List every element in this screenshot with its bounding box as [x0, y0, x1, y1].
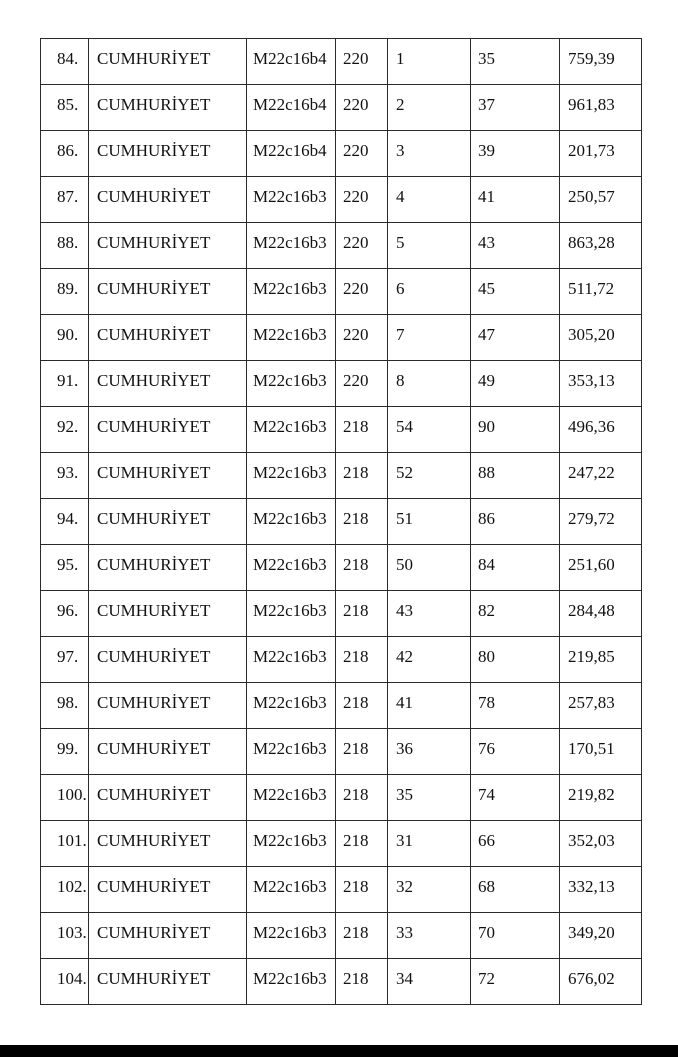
new-parcel-cell: 43 — [471, 223, 560, 269]
area-cell: 759,39 — [560, 39, 642, 85]
neighborhood-cell: CUMHURİYET — [89, 85, 247, 131]
new-parcel-cell: 72 — [471, 959, 560, 1005]
row-number-cell: 84. — [41, 39, 89, 85]
new-parcel-cell: 74 — [471, 775, 560, 821]
map-sheet-cell: M22c16b4 — [247, 85, 336, 131]
map-sheet-cell: M22c16b3 — [247, 775, 336, 821]
map-sheet-cell: M22c16b3 — [247, 499, 336, 545]
table-row — [41, 959, 642, 1005]
area-cell: 201,73 — [560, 131, 642, 177]
new-parcel-cell: 78 — [471, 683, 560, 729]
table-row — [41, 269, 642, 315]
old-parcel-cell: 5 — [388, 223, 471, 269]
old-parcel-cell: 7 — [388, 315, 471, 361]
block-number-cell: 218 — [336, 407, 388, 453]
table-row — [41, 867, 642, 913]
area-cell: 247,22 — [560, 453, 642, 499]
old-parcel-cell: 4 — [388, 177, 471, 223]
new-parcel-cell: 39 — [471, 131, 560, 177]
neighborhood-cell: CUMHURİYET — [89, 729, 247, 775]
block-number-cell: 218 — [336, 499, 388, 545]
row-number-cell: 95. — [41, 545, 89, 591]
new-parcel-cell: 88 — [471, 453, 560, 499]
new-parcel-cell: 90 — [471, 407, 560, 453]
map-sheet-cell: M22c16b3 — [247, 407, 336, 453]
area-cell: 219,82 — [560, 775, 642, 821]
table-row — [41, 913, 642, 959]
table-row — [41, 821, 642, 867]
map-sheet-cell: M22c16b3 — [247, 637, 336, 683]
block-number-cell: 218 — [336, 683, 388, 729]
new-parcel-cell: 49 — [471, 361, 560, 407]
map-sheet-cell: M22c16b3 — [247, 959, 336, 1005]
table-row — [41, 407, 642, 453]
block-number-cell: 218 — [336, 729, 388, 775]
row-number-cell: 103. — [41, 913, 89, 959]
old-parcel-cell: 2 — [388, 85, 471, 131]
table-row — [41, 315, 642, 361]
old-parcel-cell: 33 — [388, 913, 471, 959]
area-cell: 676,02 — [560, 959, 642, 1005]
map-sheet-cell: M22c16b3 — [247, 545, 336, 591]
neighborhood-cell: CUMHURİYET — [89, 407, 247, 453]
neighborhood-cell: CUMHURİYET — [89, 315, 247, 361]
row-number-cell: 92. — [41, 407, 89, 453]
block-number-cell: 220 — [336, 361, 388, 407]
area-cell: 279,72 — [560, 499, 642, 545]
map-sheet-cell: M22c16b3 — [247, 177, 336, 223]
area-cell: 863,28 — [560, 223, 642, 269]
old-parcel-cell: 51 — [388, 499, 471, 545]
area-cell: 257,83 — [560, 683, 642, 729]
row-number-cell: 91. — [41, 361, 89, 407]
row-number-cell: 99. — [41, 729, 89, 775]
table-row — [41, 775, 642, 821]
table-row — [41, 499, 642, 545]
block-number-cell: 220 — [336, 131, 388, 177]
old-parcel-cell: 41 — [388, 683, 471, 729]
table-row — [41, 591, 642, 637]
map-sheet-cell: M22c16b3 — [247, 913, 336, 959]
old-parcel-cell: 1 — [388, 39, 471, 85]
map-sheet-cell: M22c16b3 — [247, 269, 336, 315]
new-parcel-cell: 37 — [471, 85, 560, 131]
new-parcel-cell: 66 — [471, 821, 560, 867]
old-parcel-cell: 52 — [388, 453, 471, 499]
neighborhood-cell: CUMHURİYET — [89, 821, 247, 867]
area-cell: 353,13 — [560, 361, 642, 407]
map-sheet-cell: M22c16b3 — [247, 591, 336, 637]
block-number-cell: 218 — [336, 637, 388, 683]
new-parcel-cell: 41 — [471, 177, 560, 223]
neighborhood-cell: CUMHURİYET — [89, 361, 247, 407]
parcel-table — [40, 38, 642, 1005]
screen-bottom-bar — [0, 1045, 678, 1057]
block-number-cell: 220 — [336, 39, 388, 85]
neighborhood-cell: CUMHURİYET — [89, 959, 247, 1005]
block-number-cell: 220 — [336, 315, 388, 361]
area-cell: 284,48 — [560, 591, 642, 637]
block-number-cell: 218 — [336, 821, 388, 867]
block-number-cell: 220 — [336, 223, 388, 269]
neighborhood-cell: CUMHURİYET — [89, 223, 247, 269]
row-number-cell: 102. — [41, 867, 89, 913]
map-sheet-cell: M22c16b3 — [247, 867, 336, 913]
area-cell: 170,51 — [560, 729, 642, 775]
map-sheet-cell: M22c16b4 — [247, 39, 336, 85]
block-number-cell: 218 — [336, 867, 388, 913]
old-parcel-cell: 54 — [388, 407, 471, 453]
block-number-cell: 218 — [336, 591, 388, 637]
area-cell: 219,85 — [560, 637, 642, 683]
new-parcel-cell: 80 — [471, 637, 560, 683]
new-parcel-cell: 45 — [471, 269, 560, 315]
table-row — [41, 453, 642, 499]
table-row — [41, 545, 642, 591]
block-number-cell: 220 — [336, 269, 388, 315]
old-parcel-cell: 3 — [388, 131, 471, 177]
map-sheet-cell: M22c16b3 — [247, 223, 336, 269]
row-number-cell: 98. — [41, 683, 89, 729]
row-number-cell: 104. — [41, 959, 89, 1005]
new-parcel-cell: 70 — [471, 913, 560, 959]
map-sheet-cell: M22c16b3 — [247, 729, 336, 775]
table-row — [41, 177, 642, 223]
row-number-cell: 89. — [41, 269, 89, 315]
parcel-table-body — [41, 39, 642, 1005]
table-row — [41, 85, 642, 131]
neighborhood-cell: CUMHURİYET — [89, 499, 247, 545]
area-cell: 305,20 — [560, 315, 642, 361]
table-row — [41, 223, 642, 269]
row-number-cell: 100. — [41, 775, 89, 821]
block-number-cell: 218 — [336, 775, 388, 821]
area-cell: 332,13 — [560, 867, 642, 913]
neighborhood-cell: CUMHURİYET — [89, 775, 247, 821]
table-row — [41, 361, 642, 407]
row-number-cell: 90. — [41, 315, 89, 361]
block-number-cell: 220 — [336, 177, 388, 223]
neighborhood-cell: CUMHURİYET — [89, 453, 247, 499]
map-sheet-cell: M22c16b3 — [247, 453, 336, 499]
neighborhood-cell: CUMHURİYET — [89, 683, 247, 729]
neighborhood-cell: CUMHURİYET — [89, 39, 247, 85]
neighborhood-cell: CUMHURİYET — [89, 177, 247, 223]
row-number-cell: 101. — [41, 821, 89, 867]
map-sheet-cell: M22c16b3 — [247, 683, 336, 729]
block-number-cell: 218 — [336, 453, 388, 499]
block-number-cell: 218 — [336, 545, 388, 591]
old-parcel-cell: 8 — [388, 361, 471, 407]
new-parcel-cell: 76 — [471, 729, 560, 775]
table-row — [41, 131, 642, 177]
map-sheet-cell: M22c16b3 — [247, 361, 336, 407]
table-row — [41, 637, 642, 683]
area-cell: 496,36 — [560, 407, 642, 453]
block-number-cell: 218 — [336, 959, 388, 1005]
old-parcel-cell: 6 — [388, 269, 471, 315]
neighborhood-cell: CUMHURİYET — [89, 591, 247, 637]
table-row — [41, 729, 642, 775]
area-cell: 349,20 — [560, 913, 642, 959]
area-cell: 250,57 — [560, 177, 642, 223]
map-sheet-cell: M22c16b3 — [247, 315, 336, 361]
area-cell: 251,60 — [560, 545, 642, 591]
area-cell: 511,72 — [560, 269, 642, 315]
new-parcel-cell: 68 — [471, 867, 560, 913]
old-parcel-cell: 42 — [388, 637, 471, 683]
neighborhood-cell: CUMHURİYET — [89, 131, 247, 177]
old-parcel-cell: 32 — [388, 867, 471, 913]
old-parcel-cell: 36 — [388, 729, 471, 775]
old-parcel-cell: 34 — [388, 959, 471, 1005]
block-number-cell: 218 — [336, 913, 388, 959]
neighborhood-cell: CUMHURİYET — [89, 913, 247, 959]
neighborhood-cell: CUMHURİYET — [89, 269, 247, 315]
row-number-cell: 88. — [41, 223, 89, 269]
new-parcel-cell: 84 — [471, 545, 560, 591]
block-number-cell: 220 — [336, 85, 388, 131]
area-cell: 352,03 — [560, 821, 642, 867]
table-row — [41, 39, 642, 85]
row-number-cell: 96. — [41, 591, 89, 637]
neighborhood-cell: CUMHURİYET — [89, 637, 247, 683]
new-parcel-cell: 82 — [471, 591, 560, 637]
map-sheet-cell: M22c16b4 — [247, 131, 336, 177]
map-sheet-cell: M22c16b3 — [247, 821, 336, 867]
new-parcel-cell: 47 — [471, 315, 560, 361]
table-row — [41, 683, 642, 729]
row-number-cell: 87. — [41, 177, 89, 223]
new-parcel-cell: 86 — [471, 499, 560, 545]
old-parcel-cell: 35 — [388, 775, 471, 821]
area-cell: 961,83 — [560, 85, 642, 131]
neighborhood-cell: CUMHURİYET — [89, 867, 247, 913]
row-number-cell: 94. — [41, 499, 89, 545]
neighborhood-cell: CUMHURİYET — [89, 545, 247, 591]
old-parcel-cell: 31 — [388, 821, 471, 867]
old-parcel-cell: 43 — [388, 591, 471, 637]
row-number-cell: 97. — [41, 637, 89, 683]
old-parcel-cell: 50 — [388, 545, 471, 591]
new-parcel-cell: 35 — [471, 39, 560, 85]
row-number-cell: 86. — [41, 131, 89, 177]
row-number-cell: 93. — [41, 453, 89, 499]
row-number-cell: 85. — [41, 85, 89, 131]
